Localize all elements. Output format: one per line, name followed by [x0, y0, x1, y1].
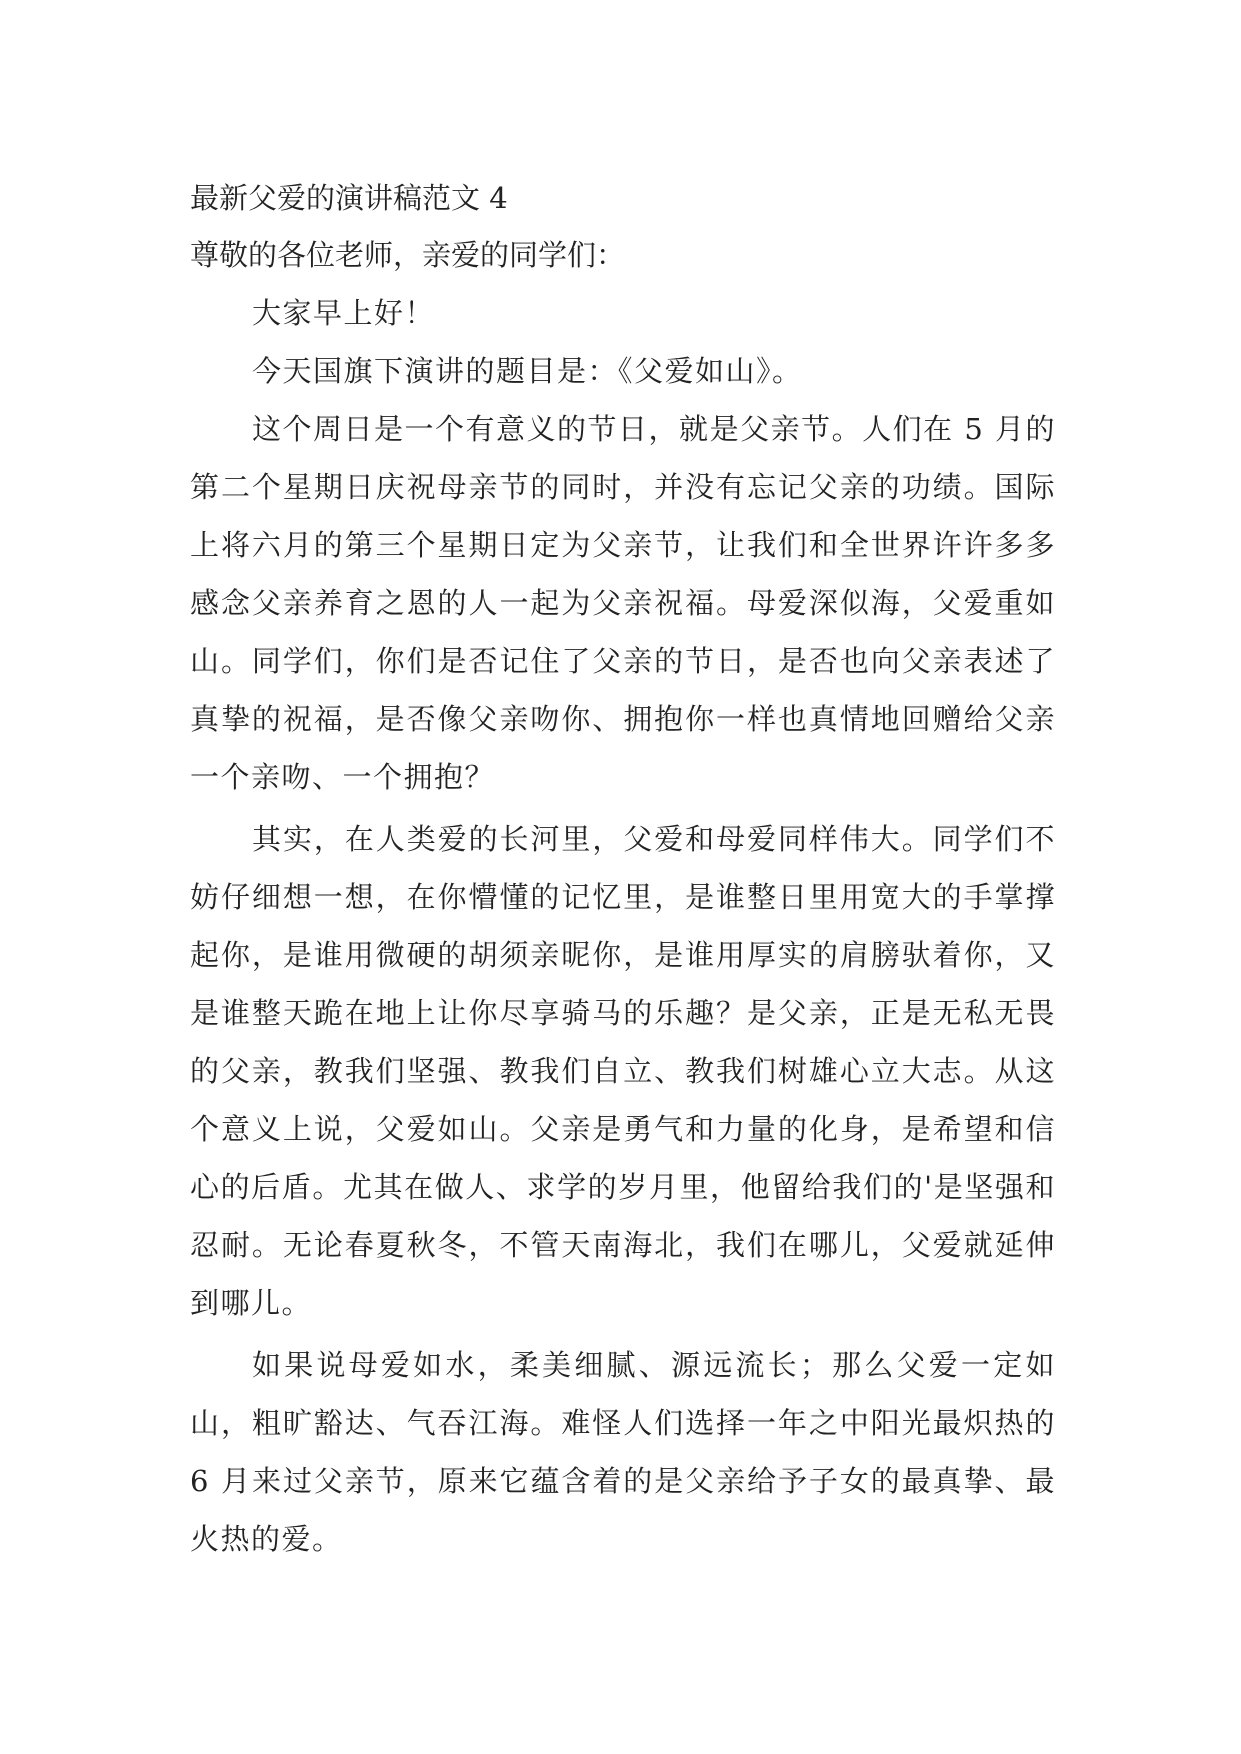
paragraph-greeting: 大家早上好！ — [252, 296, 436, 330]
paragraph-topic: 今天国旗下演讲的题目是：《父爱如山》。 — [252, 354, 803, 388]
paragraph-fathers-day: 这个周日是一个有意义的节日，就是父亲节。人们在 5 月的第二个星期日庆祝母亲节的同时，并没有忘记父亲的功绩。国际上将六月的第三个星期日定为父亲节，让我们和全世界许许多多感念父亲养育之恩的人一起为父亲祝福。母爱深似海，父爱重如山。同学们，你们是否记住了父亲的节日，是否也向父亲表述了真挚的祝福，是否像父亲吻你、拥抱你一样也真情地回赠给父亲一个亲吻、一个拥抱？ — [190, 412, 1056, 794]
document-title: 最新父爱的演讲稿范文 4 — [190, 181, 508, 215]
salutation: 尊敬的各位老师，亲爱的同学们： — [190, 238, 626, 272]
document-body — [190, 170, 1056, 1568]
paragraph-fatherly-love: 其实，在人类爱的长河里，父爱和母爱同样伟大。同学们不妨仔细想一想，在你懵懂的记忆里，是谁整日里用宽大的手掌撑起你，是谁用微硬的胡须亲昵你，是谁用厚实的肩膀驮着你，又是谁整天跪在地上让你尽享骑马的乐趣？是父亲，正是无私无畏的父亲，教我们坚强、教我们自立、教我们树雄心立大志。从这个意义上说，父爱如山。父亲是勇气和力量的化身，是希望和信心的后盾。尤其在做人、求学的岁月里，他留给我们的'是坚强和忍耐。无论春夏秋冬，不管天南海北，我们在哪儿，父爱就延伸到哪儿。 — [190, 822, 1056, 1320]
paragraph-mother-father-love: 如果说母爱如水，柔美细腻、源远流长；那么父爱一定如山，粗旷豁达、气吞江海。难怪人们选择一年之中阳光最炽热的 6 月来过父亲节，原来它蕴含着的是父亲给予子女的最真挚、最火热的爱。 — [190, 1348, 1056, 1556]
